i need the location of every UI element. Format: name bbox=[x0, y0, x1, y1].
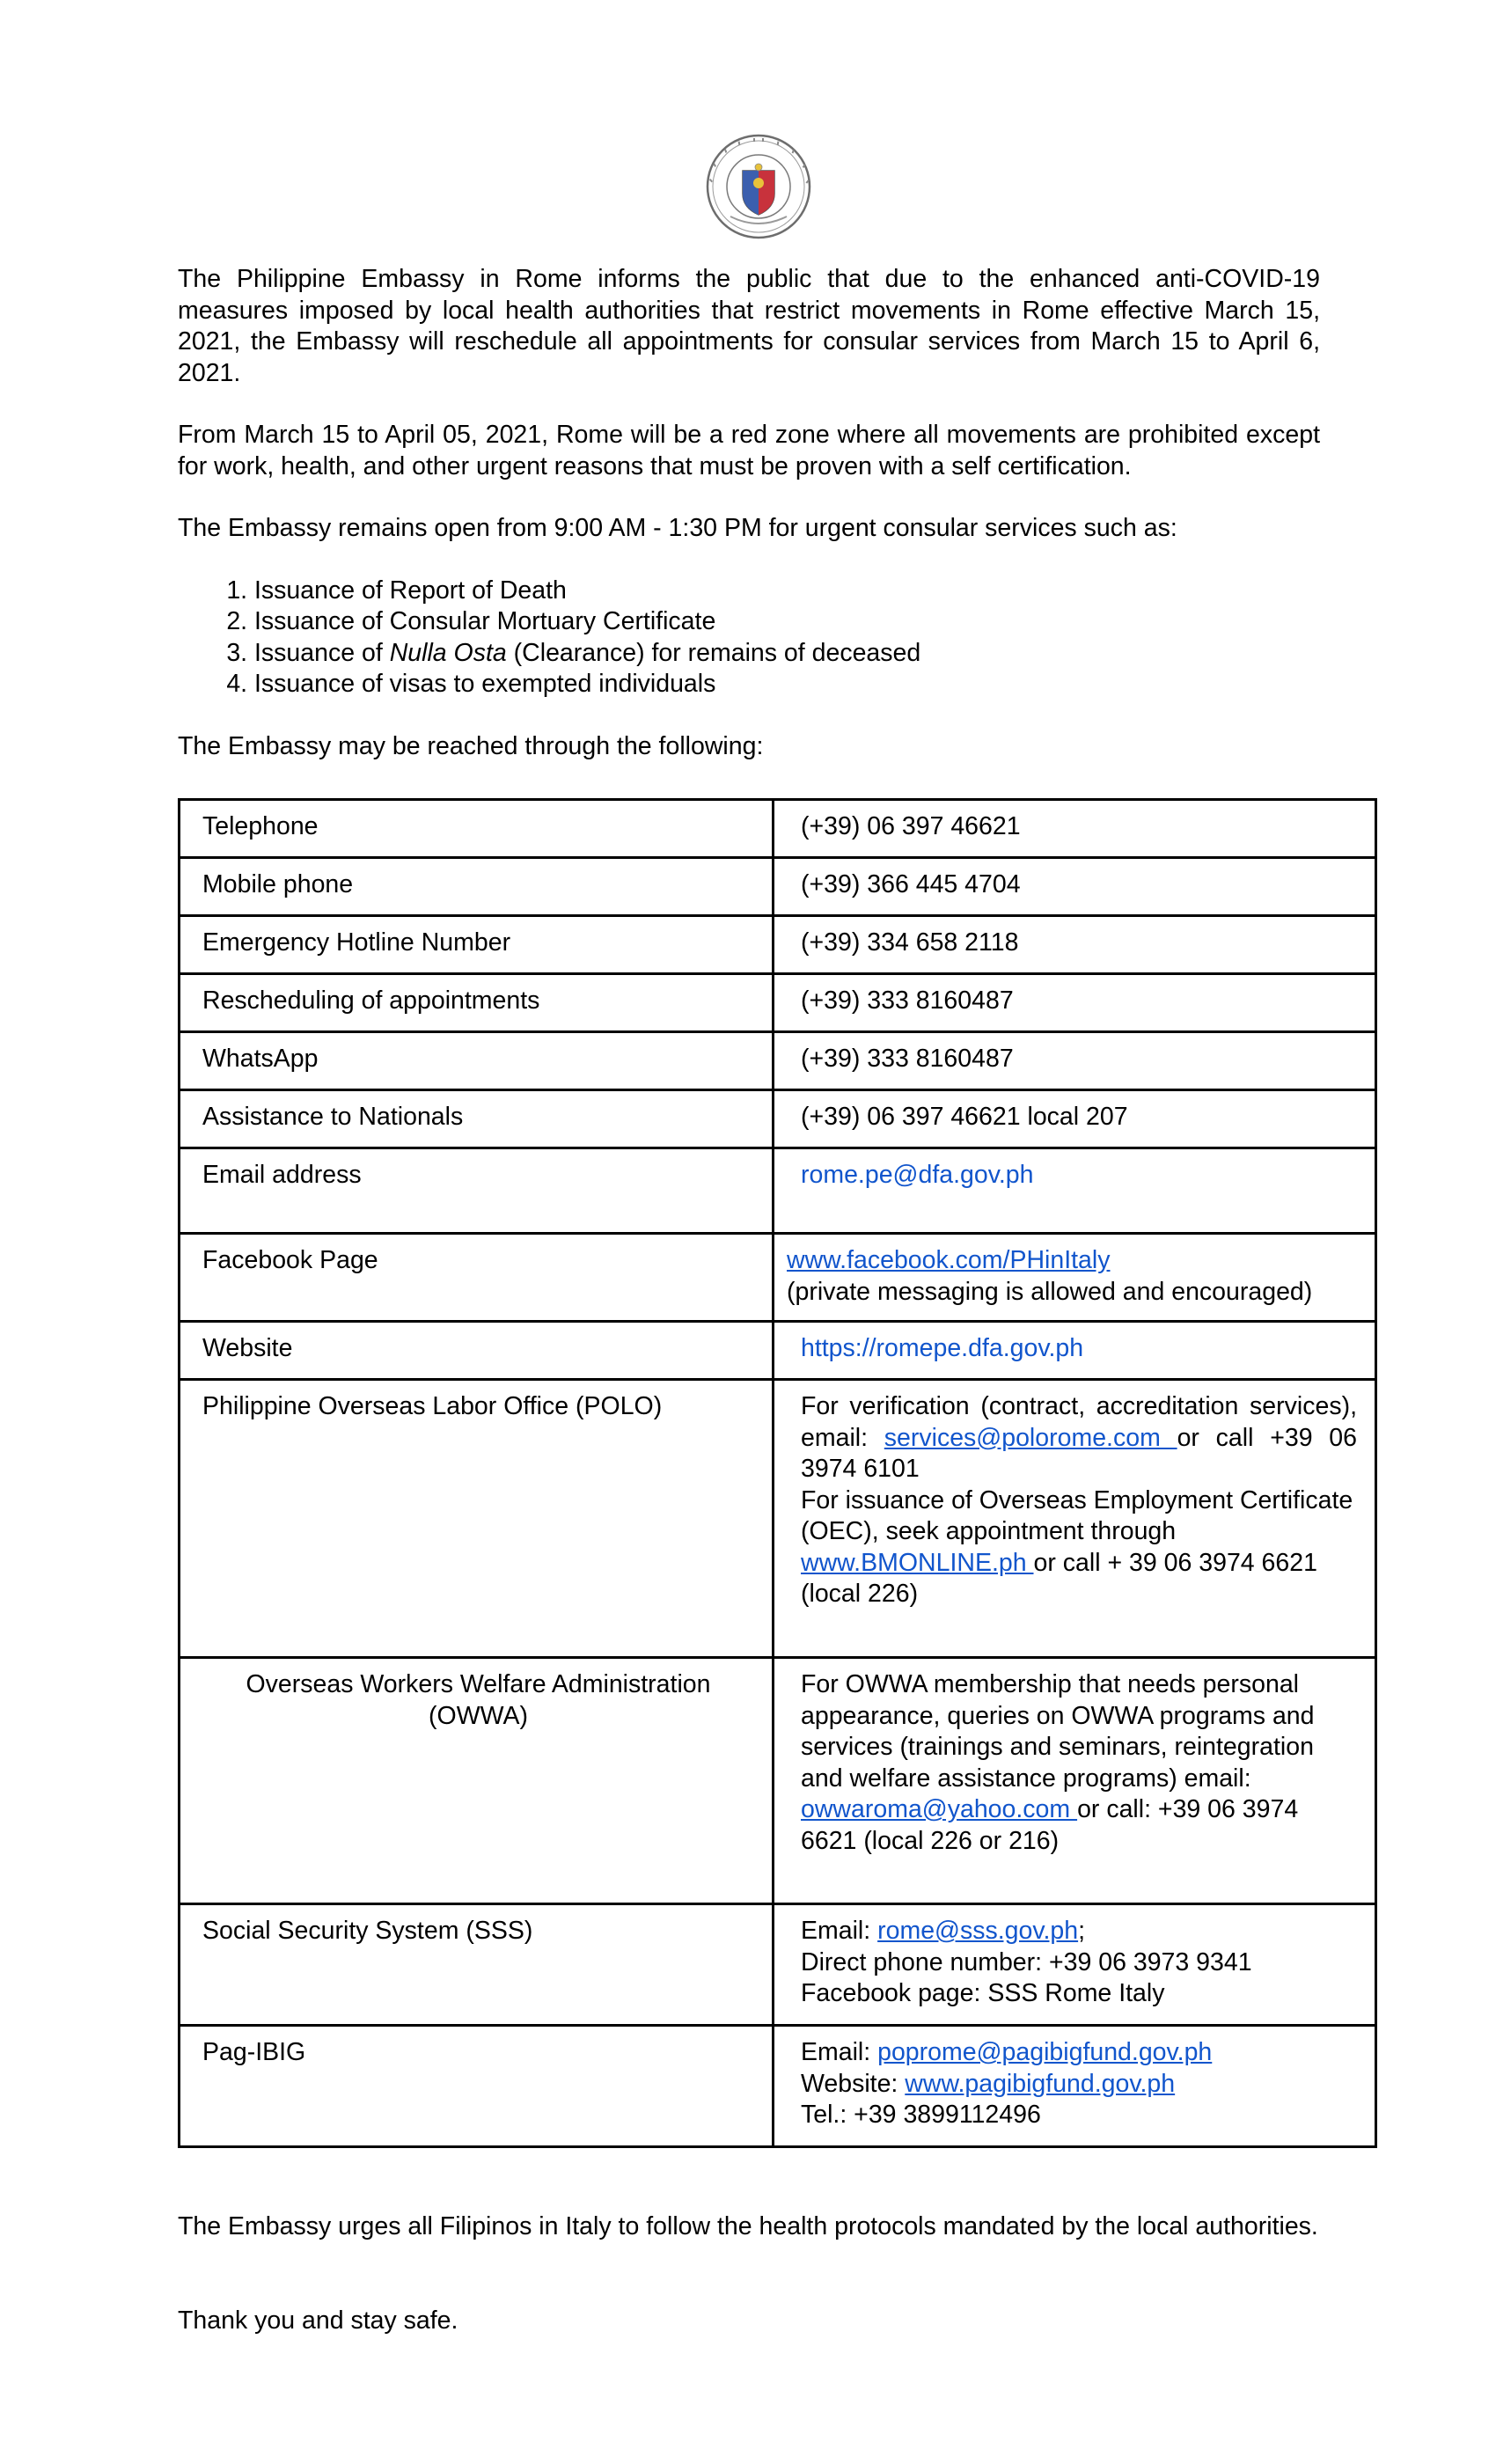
sss-facebook: Facebook page: SSS Rome Italy bbox=[801, 1979, 1165, 2007]
table-row bbox=[180, 1322, 1376, 1380]
red-zone-paragraph: From March 15 to April 05, 2021, Rome will be a red zone where all movements are prohibited except for work, health, and other urgent reasons that must be proven with a self certification. bbox=[178, 421, 1320, 480]
contact-value: (+39) 06 397 46621 bbox=[774, 800, 1376, 858]
contact-value: (+39) 366 445 4704 bbox=[774, 858, 1376, 916]
sss-details bbox=[774, 1904, 1376, 2026]
contact-label: Mobile phone bbox=[180, 858, 774, 916]
contact-table bbox=[178, 798, 1377, 2148]
nulla-osta-term: Nulla Osta bbox=[389, 638, 507, 667]
polo-email-link[interactable]: services@polorome.com bbox=[884, 1423, 1177, 1452]
list-item bbox=[254, 638, 1320, 670]
contact-label: Facebook Page bbox=[180, 1234, 774, 1322]
bmonline-link[interactable]: www.BMONLINE.ph bbox=[801, 1548, 1034, 1577]
contact-value: (+39) 333 8160487 bbox=[774, 1032, 1376, 1090]
contact-label: WhatsApp bbox=[180, 1032, 774, 1090]
pagibig-email-link[interactable]: poprome@pagibigfund.gov.ph bbox=[877, 2038, 1213, 2066]
contact-label: Assistance to Nationals bbox=[180, 1090, 774, 1148]
pagibig-website-link[interactable]: www.pagibigfund.gov.ph bbox=[905, 2069, 1176, 2098]
facebook-link[interactable]: www.facebook.com/PHinItaly bbox=[787, 1246, 1111, 1274]
table-row bbox=[180, 1234, 1376, 1322]
list-item: 2. Issuance of Consular Mortuary Certificate bbox=[254, 606, 1320, 638]
contact-label: Philippine Overseas Labor Office (POLO) bbox=[180, 1380, 774, 1658]
embassy-seal-logo bbox=[704, 132, 813, 241]
polo-details bbox=[774, 1380, 1376, 1658]
sss-text: ; bbox=[1078, 1917, 1086, 1945]
owwa-text: For OWWA membership that needs personal appearance, queries on OWWA programs and services (trainings and seminars, reintegration and welfare assistance programs) email: bbox=[801, 1670, 1315, 1793]
table-row bbox=[180, 1658, 1376, 1904]
contact-label: Emergency Hotline Number bbox=[180, 916, 774, 974]
list-item: 1. Issuance of Report of Death bbox=[254, 576, 1320, 607]
sss-email-link[interactable]: rome@sss.gov.ph bbox=[877, 1917, 1079, 1945]
sss-phone: Direct phone number: +39 06 3973 9341 bbox=[801, 1947, 1252, 1976]
pagibig-tel: Tel.: +39 3899112496 bbox=[801, 2101, 1041, 2129]
table-row bbox=[180, 800, 1376, 858]
table-row bbox=[180, 2026, 1376, 2147]
email-link[interactable]: rome.pe@dfa.gov.ph bbox=[801, 1161, 1034, 1189]
urgent-services-list bbox=[178, 576, 1320, 700]
list-item: 4. Issuance of visas to exempted individuals bbox=[254, 669, 1320, 700]
polo-text: or call +39 06 3974 6101 bbox=[801, 1423, 1357, 1483]
thanks-paragraph: Thank you and stay safe. bbox=[178, 2306, 458, 2335]
sss-text: Email: bbox=[801, 1917, 878, 1945]
contact-label: Website bbox=[180, 1322, 774, 1380]
facebook-note: (private messaging is allowed and encouraged) bbox=[787, 1277, 1313, 1306]
pagibig-text: Email: bbox=[801, 2038, 878, 2066]
closing-paragraph: The Embassy urges all Filipinos in Italy to follow the health protocols mandated by the local authorities. bbox=[178, 2212, 1318, 2240]
table-row bbox=[180, 974, 1376, 1032]
contact-label: Telephone bbox=[180, 800, 774, 858]
reach-paragraph: The Embassy may be reached through the following: bbox=[178, 731, 764, 760]
polo-oec bbox=[801, 1485, 1357, 1610]
contact-label: Pag-IBIG bbox=[180, 2026, 774, 2147]
table-row bbox=[180, 1148, 1376, 1234]
owwa-email-link[interactable]: owwaroma@yahoo.com bbox=[801, 1795, 1078, 1823]
table-row bbox=[180, 858, 1376, 916]
pagibig-details bbox=[774, 2026, 1376, 2147]
contact-label: Overseas Workers Welfare Administration (OWWA) bbox=[180, 1658, 774, 1904]
contact-label: Email address bbox=[180, 1148, 774, 1234]
owwa-text: or call: +39 06 3974 6621 (local 226 or 216) bbox=[801, 1795, 1299, 1855]
open-hours-paragraph: The Embassy remains open from 9:00 AM - 1:30 PM for urgent consular services such as: bbox=[178, 514, 1177, 542]
table-row bbox=[180, 1090, 1376, 1148]
table-row bbox=[180, 1032, 1376, 1090]
list-text: Issuance of bbox=[254, 638, 390, 667]
pagibig-text: Website: bbox=[801, 2069, 906, 2098]
contact-label: Rescheduling of appointments bbox=[180, 974, 774, 1032]
polo-text: For verification (contract, accreditation services), email: bbox=[801, 1392, 1357, 1452]
contact-value: (+39) 334 658 2118 bbox=[774, 916, 1376, 974]
polo-text: For issuance of Overseas Employment Certificate (OEC), seek appointment through bbox=[801, 1485, 1353, 1545]
table-row bbox=[180, 1380, 1376, 1658]
contact-value: (+39) 06 397 46621 local 207 bbox=[774, 1090, 1376, 1148]
website-link[interactable]: https://romepe.dfa.gov.ph bbox=[801, 1334, 1084, 1362]
table-row bbox=[180, 916, 1376, 974]
list-text: (Clearance) for remains of deceased bbox=[506, 638, 921, 667]
contact-value: (+39) 333 8160487 bbox=[774, 974, 1376, 1032]
table-row bbox=[180, 1904, 1376, 2026]
polo-text: or call + 39 06 3974 6621 (local 226) bbox=[801, 1548, 1317, 1608]
intro-paragraph: The Philippine Embassy in Rome informs the public that due to the enhanced anti-COVID-19 measures imposed by local health authorities that restrict movements in Rome effective March 15, 2021, the Embassy will reschedule all appointments for consular services from March 15 to April 6, 2021. bbox=[178, 265, 1320, 387]
owwa-details bbox=[774, 1658, 1376, 1904]
contact-label: Social Security System (SSS) bbox=[180, 1904, 774, 2026]
